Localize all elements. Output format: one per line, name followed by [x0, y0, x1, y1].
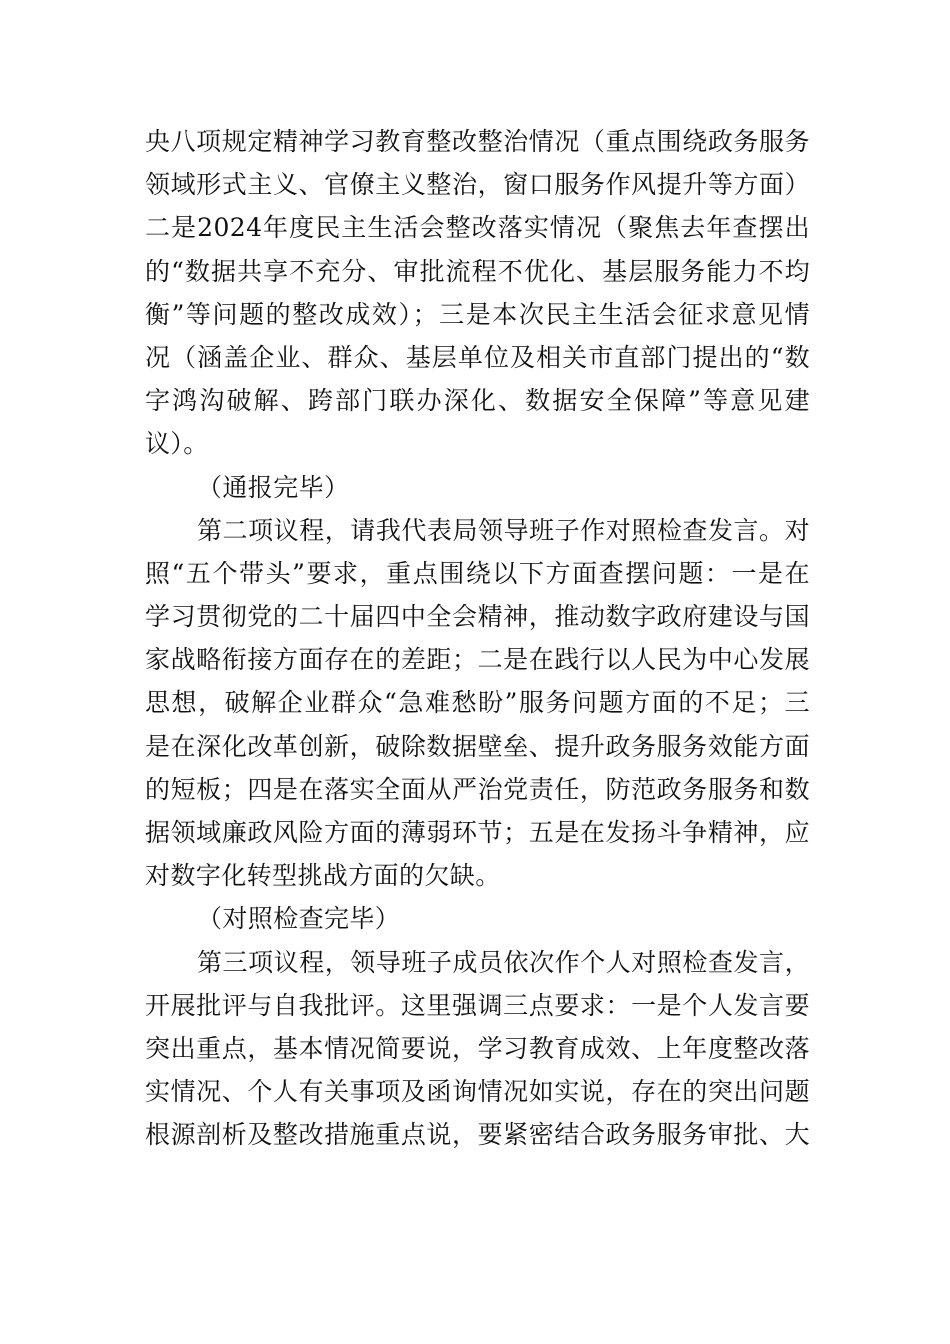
- text-line: 实情况、个人有关事项及函询情况如实说，存在的突出问题: [145, 1077, 810, 1107]
- text-line: 二是2024年度民主生活会整改落实情况（聚焦去年查摆出: [145, 213, 810, 243]
- text-line: 据领域廉政风险方面的薄弱环节；五是在发扬斗争精神，应: [145, 818, 810, 847]
- text-line: 央八项规定精神学习教育整改整治情况（重点围绕政务服务: [145, 127, 810, 156]
- text-line: 对数字化转型挑战方面的欠缺。: [145, 861, 501, 891]
- text-line: 照“五个带头”要求，重点围绕以下方面查摆问题：一是在: [145, 558, 810, 588]
- document-body: [145, 120, 810, 1157]
- text-line: 第二项议程，请我代表局领导班子作对照检查发言。对: [197, 515, 810, 545]
- text-line: （对照检查完毕）: [197, 904, 401, 934]
- text-line: 领域形式主义、官僚主义整治，窗口服务作风提升等方面）: [145, 170, 810, 200]
- text-line: 突出重点，基本情况简要说，学习教育成效、上年度整改落: [145, 1033, 810, 1063]
- text-line: 是在深化改革创新，破除数据壁垒、提升政务服务效能方面: [145, 731, 810, 761]
- text-line: 况（涵盖企业、群众、基层单位及相关市直部门提出的“数: [145, 342, 810, 372]
- text-line: （通报完毕）: [197, 472, 350, 502]
- text-line: 第三项议程，领导班子成员依次作个人对照检查发言，: [197, 947, 810, 977]
- text-line: 衡”等问题的整改成效）；三是本次民主生活会征求意见情: [145, 299, 810, 329]
- text-line: 字鸿沟破解、跨部门联办深化、数据安全保障”等意见建: [145, 386, 810, 416]
- text-line: 开展批评与自我批评。这里强调三点要求：一是个人发言要: [145, 990, 810, 1020]
- text-line: 的短板；四是在落实全面从严治党责任，防范政务服务和数: [145, 774, 810, 804]
- text-line: 学习贯彻党的二十届四中全会精神，推动数字政府建设与国: [145, 602, 810, 632]
- text-line: 的“数据共享不充分、审批流程不优化、基层服务能力不均: [145, 256, 810, 286]
- text-line: 根源剖析及整改措施重点说，要紧密结合政务服务审批、大: [145, 1120, 810, 1150]
- text-line: 家战略衔接方面存在的差距；二是在践行以人民为中心发展: [145, 645, 810, 675]
- text-line: 议）。: [145, 429, 209, 459]
- text-line: 思想，破解企业群众“急难愁盼”服务问题方面的不足；三: [145, 688, 810, 718]
